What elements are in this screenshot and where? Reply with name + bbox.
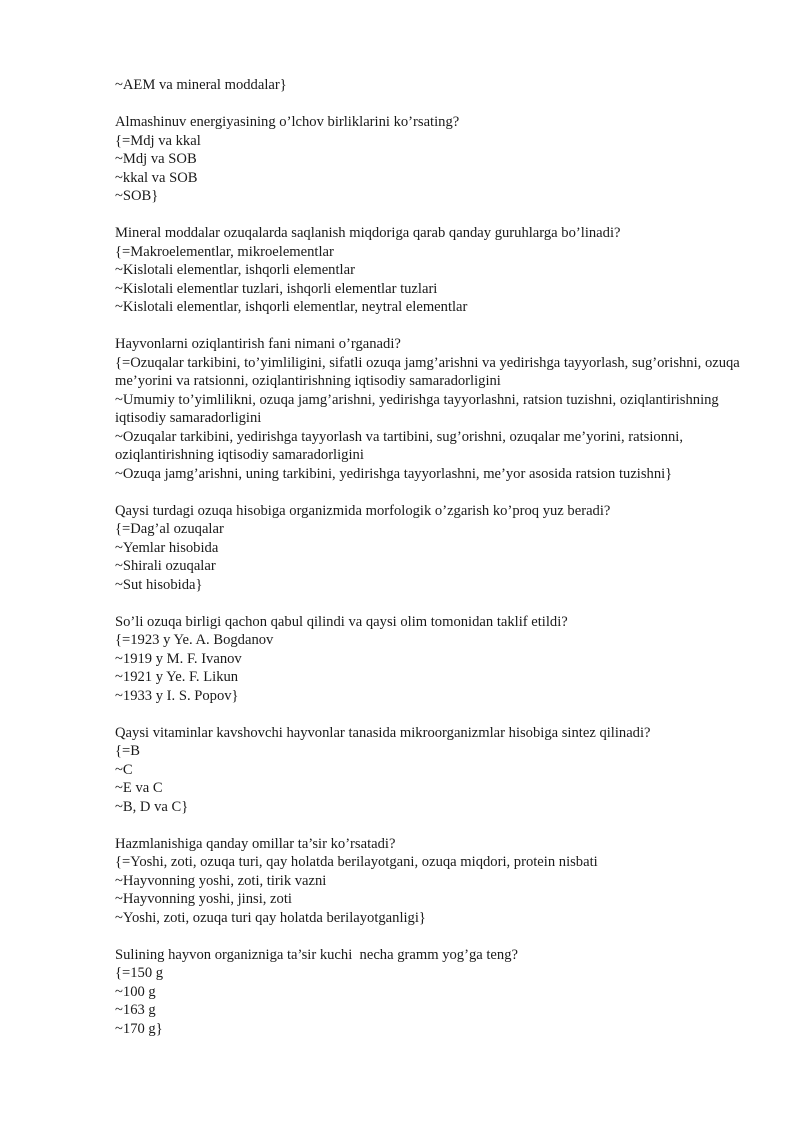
question-block [115,335,755,483]
question-text: Almashinuv energiyasining o’lchov birliklarini ko’rsating? [115,114,460,130]
question-text: Qaysi vitaminlar kavshovchi hayvonlar tanasida mikroorganizmlar hisobiga sintez qilinadi? [115,724,651,741]
answer-option: ~170 g} [115,1020,163,1037]
question-block [115,113,755,206]
answer-option: ~Shirali ozuqalar [115,558,216,574]
answer-option: {=Ozuqalar tarkibini, to’yimliligini, sifatli ozuqa jamg’arishni va yedirishga tayyorlash, sug’orishni, ozuqa me’yorini va ratsionni, oziqlantirishning iqtisodiy samaradorligini [115,354,744,389]
answer-option: ~Kislotali elementlar tuzlari, ishqorli elementlar tuzlari [115,280,438,297]
question-text: Hazmlanishiga qanday omillar ta’sir ko’rsatadi? [115,835,396,852]
answer-option: ~C [115,761,133,778]
question-block [115,502,755,595]
question-text: Sulining hayvon organizniga ta’sir kuchi necha gramm yog’ga teng? [115,946,518,963]
answer-option: {=1923 y Ye. A. Bogdanov [115,632,274,648]
answer-option: ~Yoshi, zoti, ozuqa turi qay holatda berilayotganligi} [115,909,426,926]
question-block [115,724,755,817]
answer-option: {=150 g [115,965,164,981]
question-block [115,224,755,317]
lead-block [115,76,755,95]
question-text: So’li ozuqa birligi qachon qabul qilindi va qaysi olim tomonidan taklif etildi? [115,613,568,630]
answer-option: ~163 g [115,1002,156,1018]
answer-option: ~Umumiy to’yimlilikni, ozuqa jamg’arishni, yedirishga tayyorlashni, ratsion tuzishni, oziqlantirishning iqtisodiy samaradorligini [115,391,723,426]
answer-option: ~SOB} [115,188,159,204]
answer-option: {=B [115,743,140,759]
document-body [115,76,755,1057]
answer-option: ~Sut hisobida} [115,576,203,593]
answer-option: {=Mdj va kkal [115,132,201,149]
answer-option: {=Dag’al ozuqalar [115,521,224,537]
question-block [115,613,755,706]
answer-option: ~Hayvonning yoshi, zoti, tirik vazni [115,872,327,889]
answer-option: ~Mdj va SOB [115,151,197,167]
answer-option: {=Makroelementlar, mikroelementlar [115,243,334,260]
answer-option: ~Ozuqa jamg’arishni, uning tarkibini, yedirishga tayyorlashni, me’yor asosida ratsion tuzishni} [115,465,673,482]
question-block [115,835,755,928]
answer-option: ~B, D va C} [115,798,189,815]
answer-option: ~Kislotali elementlar, ishqorli elementlar, neytral elementlar [115,299,468,315]
answer-option: ~kkal va SOB [115,169,198,186]
answer-option: ~1933 y I. S. Popov} [115,687,239,704]
answer-option: ~1919 y M. F. Ivanov [115,650,242,667]
answer-option: {=Yoshi, zoti, ozuqa turi, qay holatda berilayotgani, ozuqa miqdori, protein nisbati [115,854,598,870]
answer-option: ~Ozuqalar tarkibini, yedirishga tayyorlash va tartibini, sug’orishni, ozuqalar me’yorini, ratsionni, oziqlantirishning iqtisodiy samaradorligini [115,428,687,463]
answer-option: ~E va C [115,780,163,796]
answer-option: ~1921 y Ye. F. Likun [115,669,239,685]
lead-line: ~AEM va mineral moddalar} [115,77,287,93]
answer-option: ~Kislotali elementlar, ishqorli elementlar [115,262,355,278]
answer-option: ~100 g [115,983,156,1000]
question-block [115,946,755,1039]
question-text: Qaysi turdagi ozuqa hisobiga organizmida morfologik o’zgarish ko’proq yuz beradi? [115,502,611,519]
answer-option: ~Hayvonning yoshi, jinsi, zoti [115,891,292,907]
question-text: Mineral moddalar ozuqalarda saqlanish miqdoriga qarab qanday guruhlarga bo’linadi? [115,225,621,241]
question-text: Hayvonlarni oziqlantirish fani nimani o’rganadi? [115,336,401,352]
answer-option: ~Yemlar hisobida [115,539,219,556]
